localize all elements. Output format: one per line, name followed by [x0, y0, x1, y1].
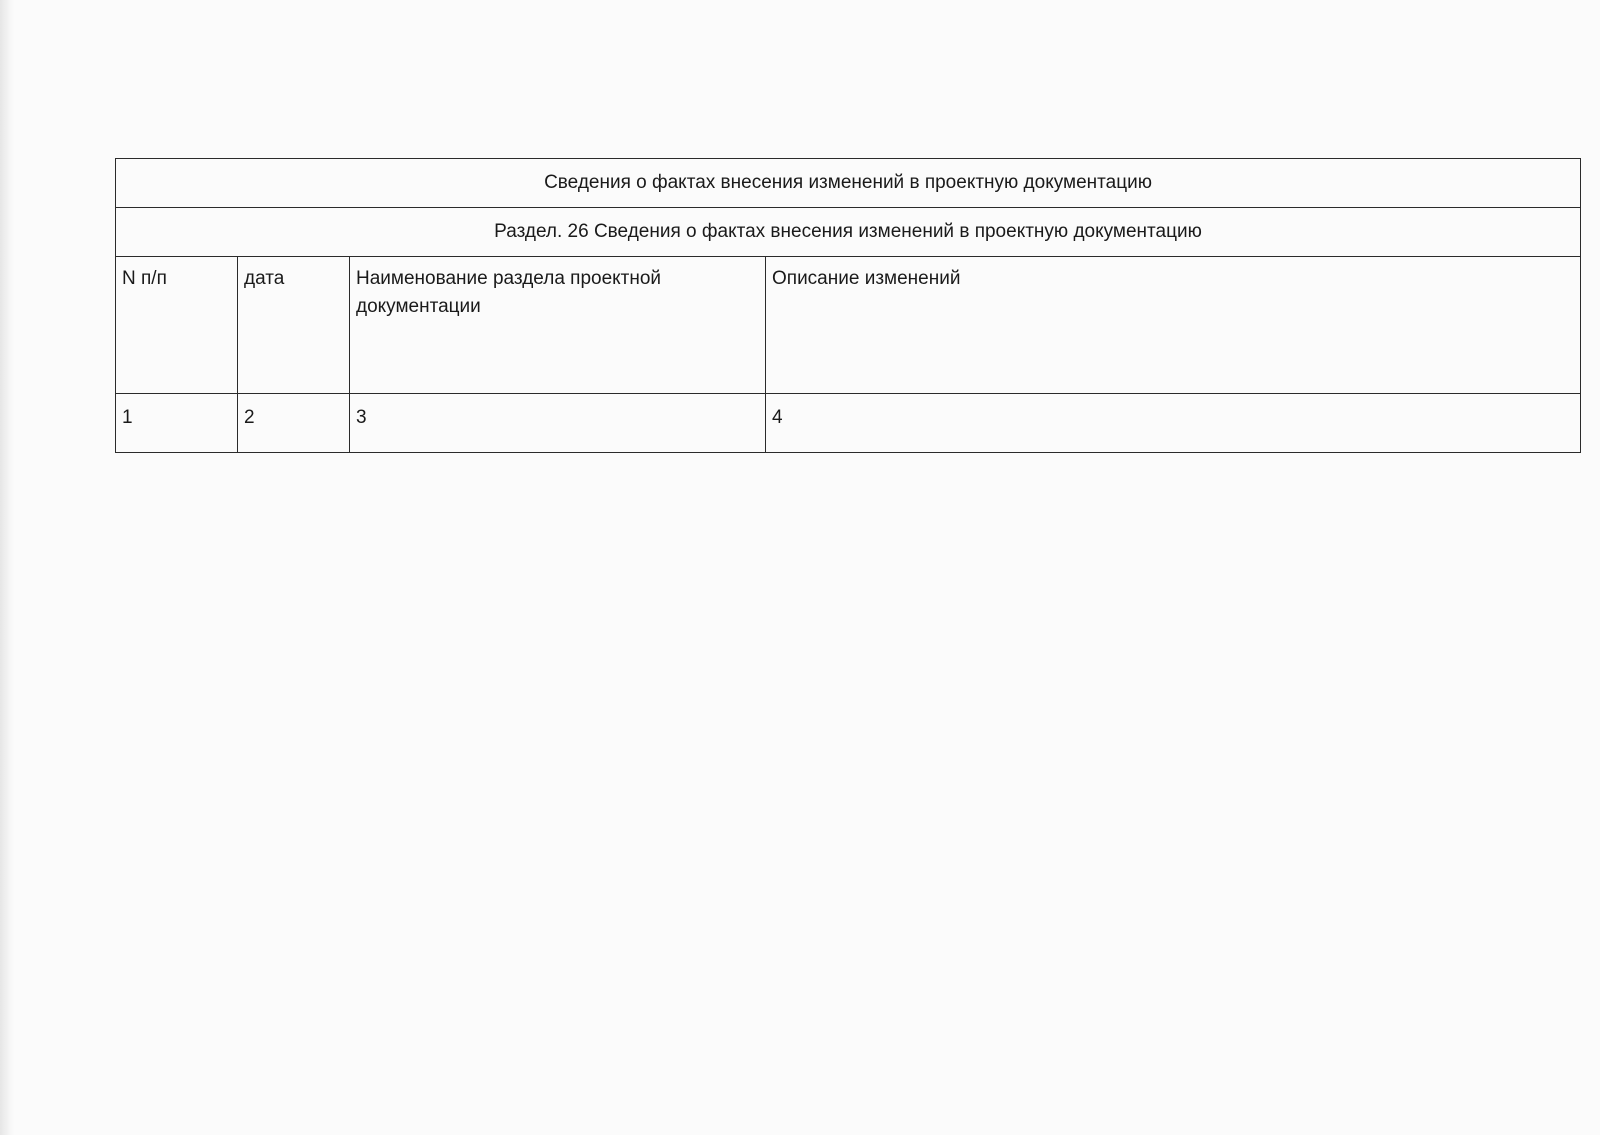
- column-header-date: дата: [238, 257, 350, 394]
- column-number-3: 3: [350, 394, 766, 453]
- column-header-row: [116, 257, 1581, 394]
- column-header-change-description: Описание изменений: [766, 257, 1581, 394]
- column-header-number: N п/п: [116, 257, 238, 394]
- section-title: Раздел. 26 Сведения о фактах внесения изменений в проектную документацию: [116, 208, 1581, 257]
- section-title-row: [116, 208, 1581, 257]
- column-header-section-name: Наименование раздела проектной документации: [350, 257, 766, 394]
- column-number-2: 2: [238, 394, 350, 453]
- column-number-1: 1: [116, 394, 238, 453]
- column-number-4: 4: [766, 394, 1581, 453]
- scan-page-edge: [0, 0, 14, 1135]
- table-title-row: [116, 159, 1581, 208]
- table-title: Сведения о фактах внесения изменений в проектную документацию: [116, 159, 1581, 208]
- changes-table: [115, 158, 1581, 453]
- column-number-row: [116, 394, 1581, 453]
